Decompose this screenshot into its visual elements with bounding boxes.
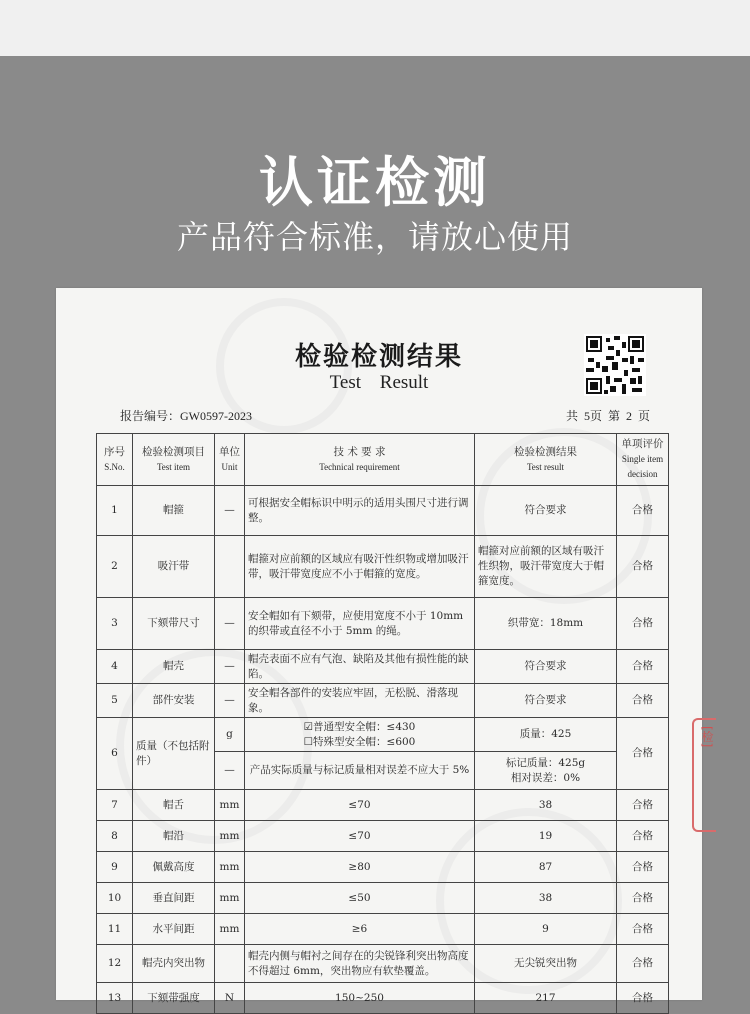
table-row: 13 下颏带强度 N 150~250 217 合格 bbox=[97, 983, 669, 1014]
column-header: 序号 S.No. bbox=[97, 434, 133, 486]
document-title-en: Test Result bbox=[329, 372, 429, 393]
table-row: 10 垂直间距 mm ≤50 38 合格 bbox=[97, 883, 669, 914]
table-header-row bbox=[97, 434, 669, 486]
page-number: 共 5页 第 2 页 bbox=[566, 409, 651, 423]
table-row: — 产品实际质量与标记质量相对误差不应大于 5% 标记质量：425g 相对误差：0% bbox=[97, 752, 669, 790]
page-subtitle: 产品符合标准，请放心使用 bbox=[176, 218, 573, 256]
report-number: 报告编号：GW0597-2023 bbox=[120, 409, 252, 423]
table-row: 12 帽壳内突出物 帽壳内侧与帽衬之间存在的尖锐锋利突出物高度不得超过 6mm，突出物应有软垫覆盖。 无尖锐突出物 合格 bbox=[97, 945, 669, 983]
table-row: 3 下颏带尺寸 — 安全帽如有下颏带，应使用宽度不小于 10mm 的织带或直径不小于 5mm 的绳。 织带宽：18mm 合格 bbox=[97, 598, 669, 650]
table-row: 8 帽沿 mm ≤70 19 合格 bbox=[97, 821, 669, 852]
table-row: 2 吸汗带 帽箍对应前额的区域应有吸汗性织物或增加吸汗带，吸汗带宽度应不小于帽箍的宽度。 帽箍对应前额的区域有吸汗性织物，吸汗带宽度大于帽箍宽度。 合格 bbox=[97, 536, 669, 598]
test-report-document bbox=[56, 288, 714, 1004]
column-header: 检验检测结果 Test result bbox=[475, 434, 617, 486]
qr-code-icon bbox=[584, 334, 646, 396]
page-title: 认证检测 bbox=[259, 151, 491, 214]
table-row: 7 帽舌 mm ≤70 38 合格 bbox=[97, 790, 669, 821]
top-bar bbox=[0, 0, 750, 56]
table-row: 5 部件安装 — 安全帽各部件的安装应牢固，无松脱、滑落现象。 符合要求 合格 bbox=[97, 684, 669, 718]
table-row: 9 佩戴高度 mm ≥80 87 合格 bbox=[97, 852, 669, 883]
column-header: 检验检测项目 Test item bbox=[133, 434, 215, 486]
document-title: 检验检测结果 bbox=[294, 342, 463, 372]
results-table bbox=[96, 433, 669, 1014]
inspection-stamp: [检] bbox=[692, 718, 716, 832]
column-header: 单位 Unit bbox=[215, 434, 245, 486]
column-header: 单项评价 Single item decision bbox=[617, 434, 669, 486]
table-row: 6 质量（不包括附件） g ☑普通型安全帽：≤430 ☐特殊型安全帽：≤600 质量：425 合格 bbox=[97, 718, 669, 752]
table-row: 4 帽壳 — 帽壳表面不应有气泡、缺陷及其他有损性能的缺陷。 符合要求 合格 bbox=[97, 650, 669, 684]
table-row: 11 水平间距 mm ≥6 9 合格 bbox=[97, 914, 669, 945]
column-header: 技 术 要 求 Technical requirement bbox=[245, 434, 475, 486]
table-row: 1 帽箍 — 可根据安全帽标识中明示的适用头围尺寸进行调整。 符合要求 合格 bbox=[97, 486, 669, 536]
